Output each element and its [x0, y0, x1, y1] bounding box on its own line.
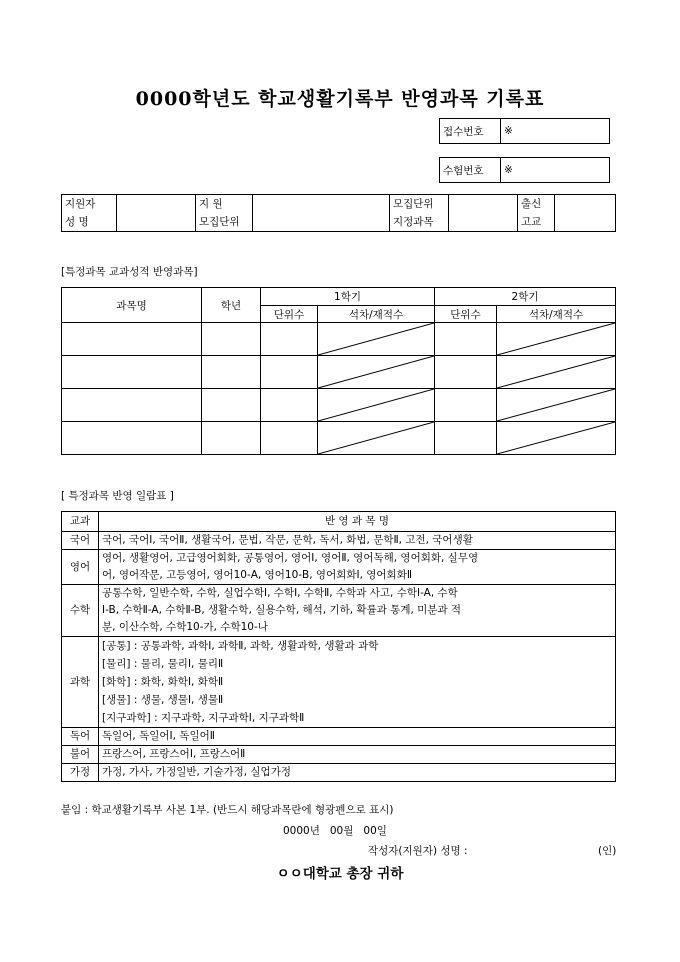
list-row-german — [62, 728, 616, 746]
course-line: [공통] : 공통과학, 과학Ⅰ, 과학Ⅱ, 과학, 생활과학, 생활과 과학 — [102, 640, 379, 652]
grade-sem2-units-cell[interactable] — [435, 356, 497, 389]
grade-sem2-units-cell[interactable] — [435, 323, 497, 356]
grade-sem2-rank-cell[interactable] — [497, 422, 616, 455]
school-label-bottom: 고교 — [518, 213, 555, 232]
grade-row — [62, 422, 616, 455]
course-line: [지구과학] : 지구과학, 지구과학Ⅰ, 지구과학Ⅱ — [102, 712, 305, 724]
sem2-header: 2학기 — [435, 288, 616, 306]
list-subject: 수학 — [62, 585, 99, 637]
exam-number-box — [439, 157, 610, 183]
grade-sem1-rank-cell[interactable] — [318, 323, 435, 356]
grade-sem2-units-cell[interactable] — [435, 389, 497, 422]
list-courses — [99, 746, 616, 764]
applicant-name-label-2: 성 명 — [62, 213, 117, 232]
grade-subject-cell[interactable] — [62, 422, 202, 455]
course-line: [생물] : 생물, 생물Ⅰ, 생물Ⅱ — [102, 694, 224, 706]
course-line: 공통수학, 일반수학, 수학, 실업수학Ⅰ, 수학Ⅰ, 수학Ⅱ, 수학과 사고, 수학Ⅰ-A, 수학 — [102, 587, 458, 599]
reception-number-label: 접수번호 — [440, 119, 501, 144]
list-subject: 독어 — [62, 728, 99, 746]
unit-label-top: 지 원 — [196, 195, 253, 214]
grade-sem2-rank-cell[interactable] — [497, 323, 616, 356]
designated-label-bottom: 지정과목 — [390, 213, 449, 232]
page-title: 0000학년도 학교생활기록부 반영과목 기록표 — [135, 88, 545, 110]
writer-label: 작성자(지원자) 성명 : — [368, 845, 468, 857]
grade-subject-cell[interactable] — [62, 389, 202, 422]
recipient-line: ㅇㅇ대학교 총장 귀하 — [276, 866, 404, 882]
grade-year-cell[interactable] — [202, 356, 261, 389]
course-line: 분, 이산수학, 수학10-가, 수학10-나 — [102, 621, 268, 633]
grade-year-cell[interactable] — [202, 422, 261, 455]
course-line: [물리] : 물리, 물리Ⅰ, 물리Ⅱ — [102, 658, 224, 670]
date-line: 0000년 00월 00일 — [283, 825, 387, 837]
grade-sem1-rank-cell[interactable] — [318, 356, 435, 389]
grade-row — [62, 356, 616, 389]
list-section-title: [ 특정과목 반영 일람표 ] — [61, 490, 174, 502]
grade-row — [62, 323, 616, 356]
list-subject: 영어 — [62, 550, 99, 585]
designated-field[interactable] — [449, 195, 518, 232]
list-row-math — [62, 585, 616, 637]
grades-table — [61, 287, 616, 455]
course-line: 프랑스어, 프랑스어Ⅰ, 프랑스어Ⅱ — [102, 748, 246, 760]
list-courses — [99, 764, 616, 782]
sem2-units-header: 단위수 — [435, 306, 497, 323]
grade-sem1-rank-cell[interactable] — [318, 389, 435, 422]
school-field[interactable] — [555, 195, 616, 232]
reception-number-box — [439, 118, 610, 144]
grade-sem2-rank-cell[interactable] — [497, 356, 616, 389]
list-courses — [99, 532, 616, 550]
unit-field[interactable] — [253, 195, 390, 232]
course-line: Ⅰ-B, 수학Ⅱ-A, 수학Ⅱ-B, 생활수학, 실용수학, 해석, 기하, 확률과 통계, 미분과 적 — [102, 604, 462, 616]
col-subject-header: 과목명 — [62, 288, 202, 323]
grade-year-cell[interactable] — [202, 389, 261, 422]
course-line: 가정, 가사, 가정일반, 기술가정, 실업가정 — [102, 766, 291, 778]
sem1-rank-header: 석차/재적수 — [318, 306, 435, 323]
grade-sem1-units-cell[interactable] — [261, 356, 318, 389]
list-row-english — [62, 550, 616, 585]
applicant-info-table — [61, 194, 616, 232]
list-subject: 가정 — [62, 764, 99, 782]
sem1-units-header: 단위수 — [261, 306, 318, 323]
exam-number-value[interactable]: ※ — [501, 158, 610, 183]
unit-label-bottom: 모집단위 — [196, 213, 253, 232]
list-subject: 과학 — [62, 637, 99, 728]
applicant-name-field[interactable] — [117, 195, 196, 232]
school-label-top: 출신 — [518, 195, 555, 214]
grade-sem1-units-cell[interactable] — [261, 323, 318, 356]
grade-subject-cell[interactable] — [62, 356, 202, 389]
grade-sem2-rank-cell[interactable] — [497, 389, 616, 422]
list-courses — [99, 585, 616, 637]
grade-row — [62, 389, 616, 422]
reception-number-value[interactable]: ※ — [501, 119, 610, 144]
list-col-subject-header: 교과 — [62, 512, 99, 532]
grade-sem2-units-cell[interactable] — [435, 422, 497, 455]
course-line: 영어, 생활영어, 고급영어회화, 공통영어, 영어Ⅰ, 영어Ⅱ, 영어독해, 영어회화, 실무영 — [102, 552, 479, 564]
subject-list-table — [61, 511, 616, 782]
list-courses — [99, 637, 616, 728]
list-courses — [99, 550, 616, 585]
course-line: 어, 영어작문, 고등영어, 영어10-A, 영어10-B, 영어회화Ⅰ, 영어회화Ⅱ — [102, 569, 413, 581]
course-line: 국어, 국어Ⅰ, 국어Ⅱ, 생활국어, 문법, 작문, 문학, 독서, 화법, 문학Ⅱ, 고전, 국어생활 — [102, 534, 473, 546]
grade-sem1-units-cell[interactable] — [261, 422, 318, 455]
list-row-home-ec — [62, 764, 616, 782]
list-courses — [99, 728, 616, 746]
grade-sem1-units-cell[interactable] — [261, 389, 318, 422]
grades-section-title: [특정과목 교과성적 반영과목] — [61, 266, 198, 278]
exam-number-label: 수험번호 — [440, 158, 501, 183]
sem1-header: 1학기 — [261, 288, 435, 306]
grade-year-cell[interactable] — [202, 323, 261, 356]
list-col-courses-header: 반 영 과 목 명 — [99, 512, 616, 532]
list-row-french — [62, 746, 616, 764]
list-row-science — [62, 637, 616, 728]
list-subject: 국어 — [62, 532, 99, 550]
designated-label-top: 모집단위 — [390, 195, 449, 214]
attachment-note: 붙임 : 학교생활기록부 사본 1부. (반드시 해당과목란에 형광펜으로 표시) — [61, 804, 394, 816]
list-subject: 불어 — [62, 746, 99, 764]
applicant-name-label: 지원자 — [62, 195, 117, 214]
col-year-header: 학년 — [202, 288, 261, 323]
list-row-korean — [62, 532, 616, 550]
course-line: 독일어, 독일어Ⅰ, 독일어Ⅱ — [102, 730, 215, 742]
grade-subject-cell[interactable] — [62, 323, 202, 356]
grade-sem1-rank-cell[interactable] — [318, 422, 435, 455]
course-line: [화학] : 화학, 화학Ⅰ, 화학Ⅱ — [102, 676, 224, 688]
seal-mark: (인) — [598, 845, 617, 857]
sem2-rank-header: 석차/재적수 — [497, 306, 616, 323]
